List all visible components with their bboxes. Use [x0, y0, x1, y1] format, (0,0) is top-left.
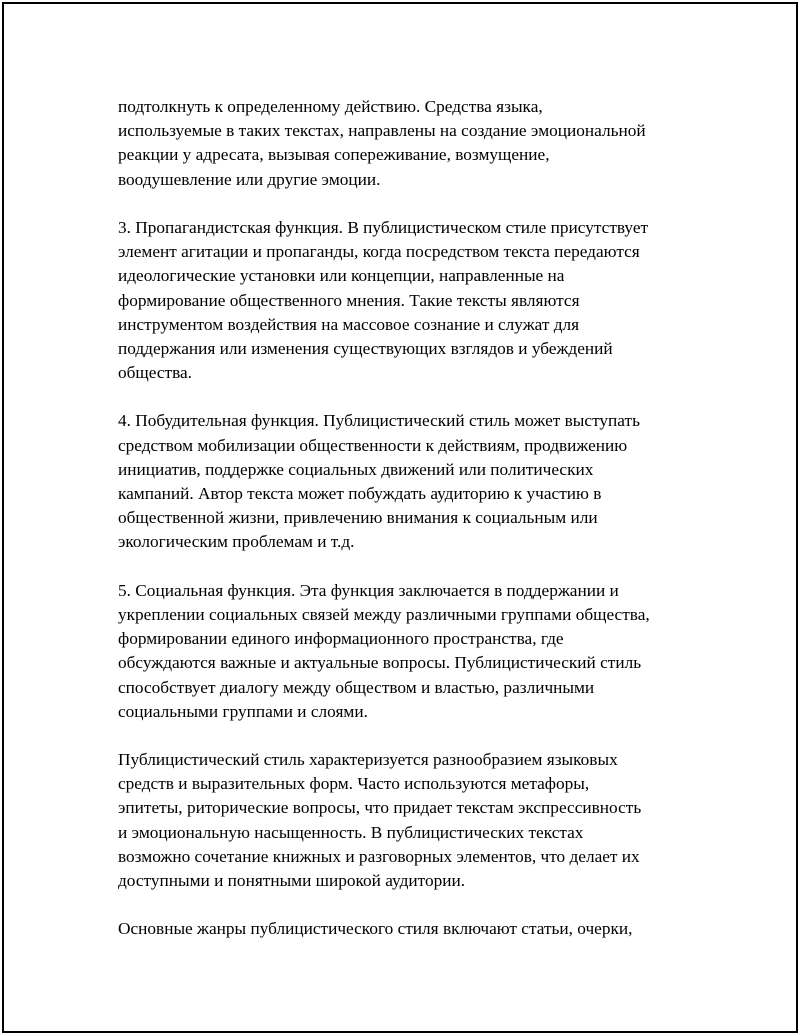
text-line: 4. Побудительная функция. Публицистический стиль может выступать	[118, 411, 640, 431]
paragraph-social-function	[118, 579, 718, 724]
text-line: идеологические установки или концепции, направленные на	[118, 266, 565, 286]
text-line: общественной жизни, привлечению внимания к социальным или	[118, 508, 598, 528]
text-line: 3. Пропагандистская функция. В публицистическом стиле присутствует	[118, 217, 649, 237]
text-line: обсуждаются важные и актуальные вопросы. Публицистический стиль	[118, 653, 642, 673]
text-line: возможно сочетание книжных и разговорных элементов, что делает их	[118, 846, 640, 866]
text-line: используемые в таких текстах, направлены на создание эмоциональной	[118, 121, 646, 141]
text-line: элемент агитации и пропаганды, когда посредством текста передаются	[118, 242, 640, 262]
text-line: инструментом воздействия на массовое сознание и служат для	[118, 314, 580, 334]
text-line: инициатив, поддержке социальных движений или политических	[118, 459, 594, 479]
text-line: Основные жанры публицистического стиля включают статьи, очерки,	[118, 919, 633, 939]
paragraph-genres	[118, 917, 718, 941]
paragraph-style-characteristics	[118, 748, 718, 893]
text-line: реакции у адресата, вызывая сопереживание, возмущение,	[118, 145, 550, 165]
text-line: способствует диалогу между обществом и властью, различными	[118, 677, 595, 697]
text-line: поддержания или изменения существующих взглядов и убеждений	[118, 338, 613, 358]
text-line: общества.	[118, 363, 192, 383]
text-line: средств и выразительных форм. Часто используются метафоры,	[118, 774, 590, 794]
text-line: укреплении социальных связей между различными группами общества,	[118, 604, 650, 624]
paragraph-motivational-function	[118, 409, 718, 554]
text-line: доступными и понятными широкой аудитории.	[118, 871, 466, 890]
text-line: эпитеты, риторические вопросы, что придает текстам экспрессивность	[118, 798, 642, 818]
text-line: формировании единого информационного пространства, где	[118, 629, 564, 649]
text-line: и эмоциональную насыщенность. В публицистических текстах	[118, 822, 584, 842]
text-line: 5. Социальная функция. Эта функция заключается в поддержании и	[118, 580, 619, 600]
document-body	[118, 95, 718, 966]
text-line: подтолкнуть к определенному действию. Средства языка,	[118, 97, 543, 116]
paragraph-propaganda-function	[118, 216, 718, 385]
text-line: средством мобилизации общественности к действиям, продвижению	[118, 435, 628, 455]
text-line: экологическим проблемам и т.д.	[118, 532, 355, 552]
text-line: кампаний. Автор текста может побуждать аудиторию к участию в	[118, 484, 602, 503]
text-line: воодушевление или другие эмоции.	[118, 169, 381, 189]
text-line: социальными группами и слоями.	[118, 701, 368, 721]
text-line: Публицистический стиль характеризуется разнообразием языковых	[118, 750, 618, 770]
paragraph-intro-continuation	[118, 95, 718, 192]
text-line: формирование общественного мнения. Такие тексты являются	[118, 290, 580, 310]
